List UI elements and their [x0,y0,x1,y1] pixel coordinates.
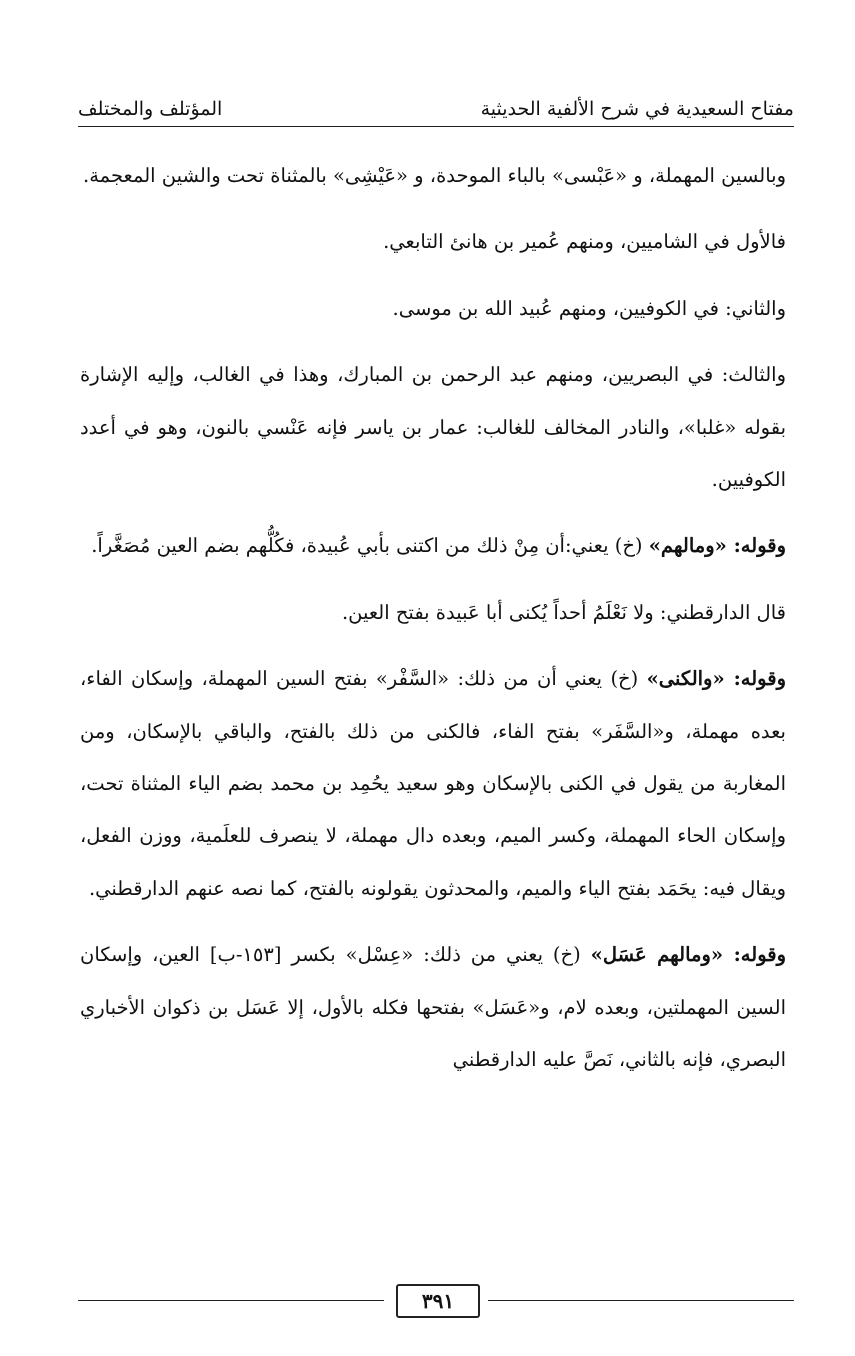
running-header [78,88,794,122]
paragraph-text: (خ) يعني أن من ذلك: «السَّفْر» بفتح السين المهملة، وإسكان الفاء، بعده مهملة، و«السَّفَر» بفتح الفاء، فالكنى من ذلك بالفتح، والباقي بالإسكان، ومن المغاربة من يقول في الكنى بالإسكان وهو سعيد يحُمِد بن محمد بضم الياء المثناة تحت، وإسكان الحاء المهملة، وكسر الميم، وبعده دال مهملة، لا ينصرف للعلَمية، ووزن الفعل، ويقال فيه: يحَمَد بفتح الياء والميم، والمحدثون يقولونه بالفتح، كما نصه عنهم الدارقطني. [80,667,786,900]
footer-rule-right [488,1300,794,1301]
page-footer [78,1280,794,1320]
paragraph-text: (خ) يعني من ذلك: «عِسْل» بكسر [١٥٣-ب] العين، وإسكان السين المهملتين، وبعده لام، و«عَسَل» بفتحها فكله بالأول، إلا عَسَل بن ذكوان الأخباري البصري، فإنه بالثاني، نَصَّ عليه الدارقطني [80,943,786,1072]
paragraph-lead: وقوله: «والكنى» [646,667,786,691]
paragraph-text: قال الدارقطني: ولا نَعْلَمُ أحداً يُكنى أبا عَبيدة بفتح العين. [341,600,786,624]
book-title: مفتاح السعيدية في شرح الألفية الحديثية [480,98,794,120]
paragraph-lead: وقوله: «ومالهم» [648,534,786,558]
paragraph-1 [80,150,786,202]
body-text [80,150,786,1101]
footer-rule-left [78,1300,384,1301]
paragraph-4 [80,349,786,506]
header-rule [78,126,794,127]
paragraph-2 [80,216,786,268]
paragraph-text: فالأول في الشاميين، ومنهم عُمير بن هانئ التابعي. [383,230,786,254]
paragraph-lead: وقوله: «ومالهم عَسَل» [590,943,787,967]
section-title: المؤتلف والمختلف [78,98,223,120]
paragraph-5 [80,520,786,572]
paragraph-6 [80,587,786,639]
paragraph-text: والثالث: في البصريين، ومنهم عبد الرحمن بن المبارك، وهذا في الغالب، وإليه الإشارة بقوله «غلبا»، والنادر المخالف للغالب: عمار بن ياسر فإنه عَنْسي بالنون، وهو في أعدد الكوفيين. [80,363,786,492]
paragraph-text: والثاني: في الكوفيين، ومنهم عُبيد الله بن موسى. [392,296,786,320]
paragraph-3 [80,283,786,335]
paragraph-text: (خ) يعني:أن مِنْ ذلك من اكتنى بأبي عُبيدة، فكُلُّهم بضم العين مُصَغَّراً. [91,534,649,558]
paragraph-text: وبالسين المهملة، و «عَبْسى» بالباء الموحدة، و «عَيْشِى» بالمثناة تحت والشين المعجمة. [83,164,786,187]
page-number: ٣٩١ [396,1284,480,1318]
paragraph-7 [80,653,786,915]
paragraph-8 [80,929,786,1086]
